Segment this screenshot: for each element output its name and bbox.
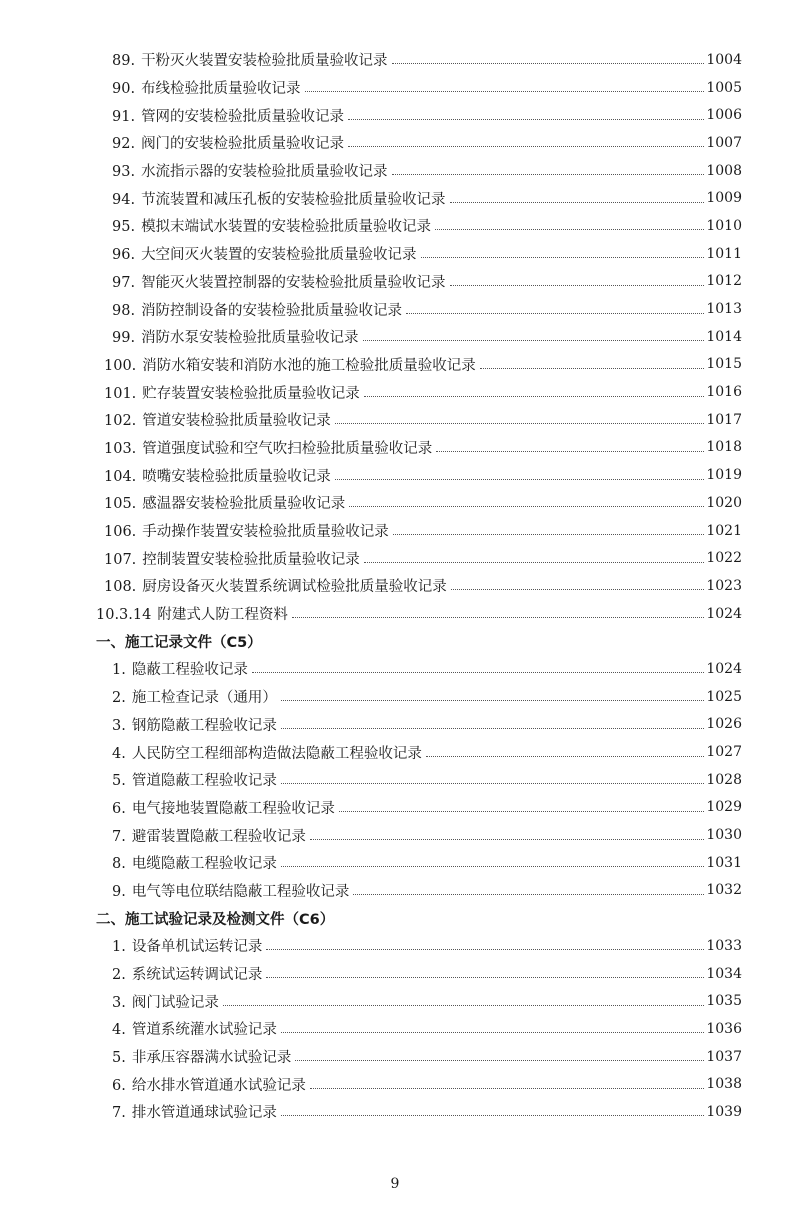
toc-heading bbox=[0, 627, 790, 655]
toc-entry-label bbox=[112, 299, 402, 320]
toc-entry-title: 消防水箱安装和消防水池的施工检验批质量验收记录 bbox=[142, 357, 476, 374]
toc-entry-label bbox=[112, 326, 359, 347]
toc-page-number: 1028 bbox=[706, 771, 742, 788]
toc-entry-number: 1. bbox=[112, 939, 126, 956]
toc-entry-number: 3. bbox=[112, 717, 126, 734]
toc-entry-label bbox=[112, 243, 417, 264]
dot-leader bbox=[335, 423, 705, 424]
toc-entry-label bbox=[112, 963, 262, 984]
dot-leader bbox=[426, 756, 705, 757]
toc-entry-title: 水流指示器的安装检验批质量验收记录 bbox=[141, 164, 388, 181]
toc-entry-title: 施工检查记录（通用） bbox=[131, 690, 277, 707]
toc-entry-label bbox=[104, 520, 389, 541]
toc-entry-title: 喷嘴安装检验批质量验收记录 bbox=[142, 468, 331, 485]
toc-entry-number: 98. bbox=[112, 302, 136, 319]
dot-leader bbox=[480, 368, 705, 369]
dot-leader bbox=[281, 1115, 705, 1116]
dot-leader bbox=[339, 811, 705, 812]
toc-entry-label bbox=[112, 742, 422, 763]
toc-entry-number: 6. bbox=[112, 1077, 126, 1094]
dot-leader bbox=[364, 396, 705, 397]
toc-entry-number: 10.3.14 bbox=[96, 607, 152, 624]
dot-leader bbox=[392, 174, 705, 175]
toc-entry-title: 贮存装置安装检验批质量验收记录 bbox=[142, 385, 360, 402]
toc-page-number: 1033 bbox=[706, 937, 742, 954]
toc-entry-title: 人民防空工程细部构造做法隐蔽工程验收记录 bbox=[131, 745, 422, 762]
toc-entry-label bbox=[104, 575, 447, 596]
toc-entry[interactable] bbox=[0, 987, 790, 1015]
dot-leader bbox=[292, 617, 705, 618]
dot-leader bbox=[451, 589, 705, 590]
toc-entry-title: 消防水泵安装检验批质量验收记录 bbox=[141, 330, 359, 347]
toc-page-number: 1021 bbox=[706, 522, 742, 539]
toc-entry-number: 102. bbox=[104, 413, 137, 430]
dot-leader bbox=[348, 119, 704, 120]
toc-entry[interactable] bbox=[0, 960, 790, 988]
dot-leader bbox=[348, 146, 704, 147]
toc-entry-number: 4. bbox=[112, 1022, 126, 1039]
toc-entry-title: 智能灭火装置控制器的安装检验批质量验收记录 bbox=[141, 274, 446, 291]
toc-page-number: 1005 bbox=[706, 79, 742, 96]
toc-entry-title: 二、施工试验记录及检测文件（C6） bbox=[96, 911, 335, 928]
dot-leader bbox=[335, 479, 705, 480]
toc-page-number: 1013 bbox=[706, 301, 742, 318]
toc-entry-label bbox=[112, 271, 446, 292]
toc-entry[interactable] bbox=[0, 1015, 790, 1043]
toc-entry-label bbox=[104, 354, 476, 375]
dot-leader bbox=[266, 949, 704, 950]
toc-entry-label bbox=[104, 409, 331, 430]
toc-entry-title: 管道安装检验批质量验收记录 bbox=[142, 413, 331, 430]
toc-page-number: 1018 bbox=[706, 439, 742, 456]
toc-page-number: 1025 bbox=[706, 688, 742, 705]
toc-entry-label bbox=[112, 880, 349, 901]
dot-leader bbox=[349, 506, 704, 507]
toc-entry-title: 布线检验批质量验收记录 bbox=[141, 81, 301, 98]
toc-entry-number: 104. bbox=[104, 468, 137, 485]
toc-page-number: 1006 bbox=[706, 107, 742, 124]
toc-entry-label bbox=[112, 658, 248, 679]
toc-entry-label bbox=[112, 215, 431, 236]
toc-entry-title: 电气等电位联结隐蔽工程验收记录 bbox=[131, 883, 350, 900]
toc-entry[interactable] bbox=[0, 517, 790, 545]
toc-entry-number: 89. bbox=[112, 53, 136, 70]
toc-entry-label bbox=[112, 1101, 277, 1122]
dot-leader bbox=[353, 894, 704, 895]
toc-entry-title: 感温器安装检验批质量验收记录 bbox=[142, 496, 346, 513]
toc-page-number: 1038 bbox=[706, 1076, 742, 1093]
toc-entry-number: 2. bbox=[112, 690, 126, 707]
toc-entry[interactable] bbox=[0, 268, 790, 296]
dot-leader bbox=[450, 285, 705, 286]
dot-leader bbox=[392, 63, 705, 64]
dot-leader bbox=[364, 562, 705, 563]
toc-entry-label bbox=[112, 825, 306, 846]
toc-page-number: 1031 bbox=[706, 854, 742, 871]
toc-page-number: 1015 bbox=[706, 356, 742, 373]
toc-entry-number: 95. bbox=[112, 219, 136, 236]
toc-entry-title: 管道系统灌水试验记录 bbox=[131, 1022, 277, 1039]
toc-page-number: 1032 bbox=[706, 882, 742, 899]
toc-page-number: 1035 bbox=[706, 993, 742, 1010]
toc-entry-title: 排水管道通球试验记录 bbox=[131, 1105, 277, 1122]
page-number: 9 bbox=[390, 1176, 400, 1192]
toc-entry-number: 8. bbox=[112, 856, 126, 873]
toc-page-number: 1022 bbox=[706, 550, 742, 567]
toc-entry-number: 5. bbox=[112, 1050, 126, 1067]
toc-entry-label bbox=[112, 132, 344, 153]
toc-entry-number: 103. bbox=[104, 440, 137, 457]
dot-leader bbox=[281, 728, 705, 729]
toc-entry-label bbox=[112, 1074, 306, 1095]
toc-entry-label bbox=[112, 769, 277, 790]
dot-leader bbox=[305, 91, 705, 92]
toc-entry-label bbox=[104, 465, 331, 486]
toc-page-number: 1037 bbox=[706, 1048, 742, 1065]
toc-entry[interactable] bbox=[0, 323, 790, 351]
toc-page-number: 1008 bbox=[706, 162, 742, 179]
toc-page-number: 1019 bbox=[706, 467, 742, 484]
toc-entry[interactable] bbox=[0, 1098, 790, 1126]
toc-entry-label bbox=[112, 935, 262, 956]
toc-entry[interactable] bbox=[0, 351, 790, 379]
toc-entry[interactable] bbox=[0, 849, 790, 877]
toc-page-number: 1030 bbox=[706, 827, 742, 844]
toc-page-number: 1014 bbox=[706, 328, 742, 345]
dot-leader bbox=[252, 672, 705, 673]
toc-entry-title: 电缆隐蔽工程验收记录 bbox=[131, 856, 277, 873]
dot-leader bbox=[310, 1088, 705, 1089]
dot-leader bbox=[281, 1032, 705, 1033]
toc-page-number: 1023 bbox=[706, 577, 742, 594]
dot-leader bbox=[310, 839, 705, 840]
toc-entry-label bbox=[112, 1018, 277, 1039]
toc-entry[interactable] bbox=[0, 572, 790, 600]
toc-page-number: 1009 bbox=[706, 190, 742, 207]
dot-leader bbox=[436, 451, 704, 452]
toc-section-entry[interactable] bbox=[0, 600, 790, 628]
toc-page-number: 1007 bbox=[706, 134, 742, 151]
toc-entry-title: 钢筋隐蔽工程验收记录 bbox=[131, 717, 277, 734]
toc-entry-number: 90. bbox=[112, 81, 136, 98]
toc-entry[interactable] bbox=[0, 461, 790, 489]
toc-page-number: 1011 bbox=[706, 245, 742, 262]
toc-entry-label bbox=[112, 77, 301, 98]
toc-entry-label bbox=[112, 160, 388, 181]
toc-page-number: 1024 bbox=[706, 605, 742, 622]
toc-page-number: 1026 bbox=[706, 716, 742, 733]
toc-entry-title: 附建式人防工程资料 bbox=[157, 607, 288, 624]
toc-entry-label bbox=[112, 797, 335, 818]
toc-entry[interactable] bbox=[0, 129, 790, 157]
toc-entry-label bbox=[96, 603, 288, 624]
dot-leader bbox=[281, 783, 705, 784]
toc-entry-title: 管道强度试验和空气吹扫检验批质量验收记录 bbox=[142, 440, 433, 457]
toc-entry[interactable] bbox=[0, 932, 790, 960]
toc-entry-number: 1. bbox=[112, 662, 126, 679]
toc-entry[interactable] bbox=[0, 1043, 790, 1071]
dot-leader bbox=[281, 700, 705, 701]
toc-entry-number: 92. bbox=[112, 136, 136, 153]
toc-entry[interactable] bbox=[0, 406, 790, 434]
toc-entry-label bbox=[112, 49, 388, 70]
toc-entry-number: 7. bbox=[112, 1105, 126, 1122]
toc-page-number: 1036 bbox=[706, 1020, 742, 1037]
toc-entry-title: 管网的安装检验批质量验收记录 bbox=[141, 108, 345, 125]
toc-entry-number: 94. bbox=[112, 191, 136, 208]
dot-leader bbox=[450, 202, 705, 203]
toc-entry-number: 97. bbox=[112, 274, 136, 291]
dot-leader bbox=[223, 1005, 705, 1006]
toc-entry[interactable] bbox=[0, 766, 790, 794]
toc-entry[interactable] bbox=[0, 434, 790, 462]
toc-entry-number: 99. bbox=[112, 330, 136, 347]
toc-entry-title: 干粉灭火装置安装检验批质量验收记录 bbox=[141, 53, 388, 70]
toc-entry[interactable] bbox=[0, 794, 790, 822]
toc-page-number: 1004 bbox=[706, 51, 742, 68]
toc-entry-number: 7. bbox=[112, 828, 126, 845]
toc-entry-title: 避雷装置隐蔽工程验收记录 bbox=[131, 828, 306, 845]
toc-heading bbox=[0, 904, 790, 932]
toc-entry[interactable] bbox=[0, 821, 790, 849]
toc-entry-number: 91. bbox=[112, 108, 136, 125]
toc-entry[interactable] bbox=[0, 877, 790, 905]
toc-entry-title: 电气接地装置隐蔽工程验收记录 bbox=[131, 800, 335, 817]
toc-entry-number: 6. bbox=[112, 800, 126, 817]
toc-entry-number: 108. bbox=[104, 579, 137, 596]
toc-entry-label bbox=[104, 382, 360, 403]
toc-entry-title: 非承压容器满水试验记录 bbox=[131, 1050, 292, 1067]
toc-entry-number: 96. bbox=[112, 247, 136, 264]
toc-entry-number: 2. bbox=[112, 967, 126, 984]
toc-entry-title: 节流装置和减压孔板的安装检验批质量验收记录 bbox=[141, 191, 446, 208]
toc-entry-number: 100. bbox=[104, 357, 137, 374]
dot-leader bbox=[393, 534, 705, 535]
toc-entry-label bbox=[96, 908, 334, 929]
toc-entry-label bbox=[112, 686, 277, 707]
toc-entry-number: 101. bbox=[104, 385, 137, 402]
toc-entry-number: 107. bbox=[104, 551, 137, 568]
toc-entry[interactable] bbox=[0, 212, 790, 240]
table-of-contents bbox=[0, 46, 790, 1126]
dot-leader bbox=[421, 257, 705, 258]
toc-entry-number: 106. bbox=[104, 524, 137, 541]
toc-entry-title: 消防控制设备的安装检验批质量验收记录 bbox=[141, 302, 403, 319]
toc-page-number: 1012 bbox=[706, 273, 742, 290]
toc-entry-title: 阀门试验记录 bbox=[131, 994, 219, 1011]
toc-page-number: 1027 bbox=[706, 744, 742, 761]
toc-entry-label bbox=[112, 852, 277, 873]
toc-entry[interactable] bbox=[0, 240, 790, 268]
toc-entry-label bbox=[112, 105, 344, 126]
toc-entry[interactable] bbox=[0, 157, 790, 185]
toc-entry-title: 阀门的安装检验批质量验收记录 bbox=[141, 136, 345, 153]
dot-leader bbox=[363, 340, 705, 341]
toc-entry-title: 模拟末端试水装置的安装检验批质量验收记录 bbox=[141, 219, 432, 236]
toc-entry-label bbox=[104, 437, 432, 458]
toc-entry[interactable] bbox=[0, 74, 790, 102]
toc-entry-title: 管道隐蔽工程验收记录 bbox=[131, 773, 277, 790]
toc-entry[interactable] bbox=[0, 489, 790, 517]
toc-entry-title: 隐蔽工程验收记录 bbox=[131, 662, 248, 679]
toc-entry-title: 厨房设备灭火装置系统调试检验批质量验收记录 bbox=[142, 579, 447, 596]
toc-entry-title: 一、施工记录文件（C5） bbox=[96, 634, 262, 651]
toc-entry-number: 93. bbox=[112, 164, 136, 181]
toc-entry-title: 给水排水管道通水试验记录 bbox=[131, 1077, 306, 1094]
toc-entry-title: 大空间灭火装置的安装检验批质量验收记录 bbox=[141, 247, 417, 264]
toc-entry-number: 9. bbox=[112, 883, 126, 900]
toc-entry-label bbox=[96, 631, 262, 652]
toc-entry-title: 设备单机试运转记录 bbox=[131, 939, 263, 956]
toc-entry-label bbox=[112, 714, 277, 735]
toc-entry-label bbox=[112, 1046, 291, 1067]
toc-entry[interactable] bbox=[0, 544, 790, 572]
toc-entry-label bbox=[112, 991, 219, 1012]
toc-entry-number: 4. bbox=[112, 745, 126, 762]
toc-entry-number: 5. bbox=[112, 773, 126, 790]
toc-entry[interactable] bbox=[0, 101, 790, 129]
toc-entry-title: 控制装置安装检验批质量验收记录 bbox=[142, 551, 360, 568]
toc-entry[interactable] bbox=[0, 295, 790, 323]
toc-entry-number: 105. bbox=[104, 496, 137, 513]
toc-page-number: 1010 bbox=[706, 217, 742, 234]
toc-entry[interactable] bbox=[0, 655, 790, 683]
toc-page-number: 1029 bbox=[706, 799, 742, 816]
toc-entry[interactable] bbox=[0, 683, 790, 711]
toc-page-number: 1020 bbox=[706, 494, 742, 511]
toc-entry-title: 手动操作装置安装检验批质量验收记录 bbox=[142, 524, 389, 541]
dot-leader bbox=[266, 977, 704, 978]
toc-entry[interactable] bbox=[0, 378, 790, 406]
toc-entry-number: 3. bbox=[112, 994, 126, 1011]
toc-entry[interactable] bbox=[0, 738, 790, 766]
toc-page-number: 1016 bbox=[706, 384, 742, 401]
dot-leader bbox=[406, 313, 704, 314]
toc-page-number: 1034 bbox=[706, 965, 742, 982]
toc-page-number: 1024 bbox=[706, 660, 742, 677]
toc-entry[interactable] bbox=[0, 711, 790, 739]
toc-entry-label bbox=[112, 188, 446, 209]
toc-entry-label bbox=[104, 548, 360, 569]
dot-leader bbox=[435, 229, 704, 230]
toc-entry[interactable] bbox=[0, 1070, 790, 1098]
toc-entry[interactable] bbox=[0, 46, 790, 74]
toc-entry-title: 系统试运转调试记录 bbox=[131, 967, 263, 984]
toc-page-number: 1039 bbox=[706, 1103, 742, 1120]
dot-leader bbox=[295, 1060, 704, 1061]
dot-leader bbox=[281, 866, 705, 867]
toc-entry[interactable] bbox=[0, 184, 790, 212]
toc-entry-label bbox=[104, 492, 345, 513]
toc-page-number: 1017 bbox=[706, 411, 742, 428]
